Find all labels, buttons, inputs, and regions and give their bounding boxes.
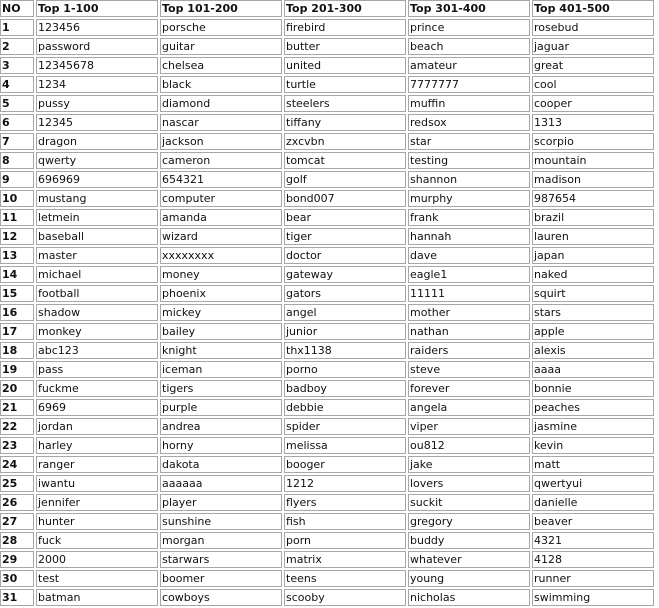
row-number: 7 [0, 133, 34, 150]
top-101-200-cell: wizard [160, 228, 282, 245]
row-number: 1 [0, 19, 34, 36]
row-number: 27 [0, 513, 34, 530]
top-101-200-cell: aaaaaa [160, 475, 282, 492]
header-no: NO [0, 0, 34, 17]
table-row [0, 551, 654, 568]
top-301-400-cell: young [408, 570, 530, 587]
table-row [0, 247, 654, 264]
top-201-300-cell: gateway [284, 266, 406, 283]
top-1-100-cell: pussy [36, 95, 158, 112]
top-301-400-cell: murphy [408, 190, 530, 207]
top-401-500-cell: stars [532, 304, 654, 321]
top-401-500-cell: cooper [532, 95, 654, 112]
row-number: 5 [0, 95, 34, 112]
table-row [0, 475, 654, 492]
top-401-500-cell: 1313 [532, 114, 654, 131]
row-number: 29 [0, 551, 34, 568]
top-1-100-cell: football [36, 285, 158, 302]
table-row [0, 570, 654, 587]
top-301-400-cell: 11111 [408, 285, 530, 302]
top-101-200-cell: player [160, 494, 282, 511]
top-201-300-cell: tiffany [284, 114, 406, 131]
top-301-400-cell: suckit [408, 494, 530, 511]
top-401-500-cell: kevin [532, 437, 654, 454]
top-1-100-cell: 1234 [36, 76, 158, 93]
table-row [0, 342, 654, 359]
top-101-200-cell: purple [160, 399, 282, 416]
row-number: 16 [0, 304, 34, 321]
row-number: 8 [0, 152, 34, 169]
top-1-100-cell: iwantu [36, 475, 158, 492]
top-201-300-cell: tomcat [284, 152, 406, 169]
top-101-200-cell: sunshine [160, 513, 282, 530]
top-401-500-cell: apple [532, 323, 654, 340]
top-301-400-cell: raiders [408, 342, 530, 359]
top-1-100-cell: 2000 [36, 551, 158, 568]
top-1-100-cell: abc123 [36, 342, 158, 359]
top-301-400-cell: nathan [408, 323, 530, 340]
top-201-300-cell: porn [284, 532, 406, 549]
row-number: 21 [0, 399, 34, 416]
table-row [0, 532, 654, 549]
top-201-300-cell: spider [284, 418, 406, 435]
top-301-400-cell: forever [408, 380, 530, 397]
top-101-200-cell: cowboys [160, 589, 282, 606]
top-1-100-cell: jordan [36, 418, 158, 435]
top-101-200-cell: diamond [160, 95, 282, 112]
top-1-100-cell: password [36, 38, 158, 55]
top-101-200-cell: porsche [160, 19, 282, 36]
top-1-100-cell: dragon [36, 133, 158, 150]
top-301-400-cell: mother [408, 304, 530, 321]
top-201-300-cell: bond007 [284, 190, 406, 207]
top-301-400-cell: viper [408, 418, 530, 435]
top-401-500-cell: peaches [532, 399, 654, 416]
top-301-400-cell: steve [408, 361, 530, 378]
top-1-100-cell: test [36, 570, 158, 587]
table-row [0, 456, 654, 473]
top-1-100-cell: mustang [36, 190, 158, 207]
top-101-200-cell: guitar [160, 38, 282, 55]
top-1-100-cell: hunter [36, 513, 158, 530]
top-401-500-cell: 987654 [532, 190, 654, 207]
top-1-100-cell: pass [36, 361, 158, 378]
top-401-500-cell: madison [532, 171, 654, 188]
top-201-300-cell: tiger [284, 228, 406, 245]
row-number: 26 [0, 494, 34, 511]
top-401-500-cell: great [532, 57, 654, 74]
top-101-200-cell: iceman [160, 361, 282, 378]
top-401-500-cell: scorpio [532, 133, 654, 150]
top-301-400-cell: nicholas [408, 589, 530, 606]
row-number: 14 [0, 266, 34, 283]
table-row [0, 152, 654, 169]
table-row [0, 19, 654, 36]
top-101-200-cell: computer [160, 190, 282, 207]
top-1-100-cell: 6969 [36, 399, 158, 416]
top-201-300-cell: zxcvbn [284, 133, 406, 150]
top-1-100-cell: jennifer [36, 494, 158, 511]
top-101-200-cell: starwars [160, 551, 282, 568]
top-301-400-cell: amateur [408, 57, 530, 74]
top-101-200-cell: boomer [160, 570, 282, 587]
row-number: 23 [0, 437, 34, 454]
table-row [0, 266, 654, 283]
top-301-400-cell: buddy [408, 532, 530, 549]
top-101-200-cell: phoenix [160, 285, 282, 302]
top-1-100-cell: 12345678 [36, 57, 158, 74]
top-1-100-cell: harley [36, 437, 158, 454]
top-101-200-cell: bailey [160, 323, 282, 340]
top-101-200-cell: dakota [160, 456, 282, 473]
row-number: 17 [0, 323, 34, 340]
top-401-500-cell: aaaa [532, 361, 654, 378]
row-number: 11 [0, 209, 34, 226]
table-row [0, 304, 654, 321]
top-101-200-cell: mickey [160, 304, 282, 321]
top-101-200-cell: black [160, 76, 282, 93]
top-401-500-cell: rosebud [532, 19, 654, 36]
top-201-300-cell: scooby [284, 589, 406, 606]
top-201-300-cell: flyers [284, 494, 406, 511]
row-number: 19 [0, 361, 34, 378]
row-number: 25 [0, 475, 34, 492]
row-number: 24 [0, 456, 34, 473]
top-301-400-cell: muffin [408, 95, 530, 112]
top-1-100-cell: batman [36, 589, 158, 606]
header-row [0, 0, 654, 17]
row-number: 2 [0, 38, 34, 55]
table-row [0, 190, 654, 207]
table-row [0, 38, 654, 55]
top-301-400-cell: frank [408, 209, 530, 226]
top-101-200-cell: amanda [160, 209, 282, 226]
top-201-300-cell: melissa [284, 437, 406, 454]
header-top-301-400: Top 301-400 [408, 0, 530, 17]
top-401-500-cell: matt [532, 456, 654, 473]
top-401-500-cell: qwertyui [532, 475, 654, 492]
table-row [0, 209, 654, 226]
row-number: 22 [0, 418, 34, 435]
row-number: 10 [0, 190, 34, 207]
top-401-500-cell: runner [532, 570, 654, 587]
top-1-100-cell: fuckme [36, 380, 158, 397]
top-201-300-cell: turtle [284, 76, 406, 93]
table-row [0, 418, 654, 435]
top-201-300-cell: angel [284, 304, 406, 321]
top-301-400-cell: testing [408, 152, 530, 169]
header-top-1-100: Top 1-100 [36, 0, 158, 17]
top-1-100-cell: fuck [36, 532, 158, 549]
table-row [0, 171, 654, 188]
top-1-100-cell: letmein [36, 209, 158, 226]
table-row [0, 494, 654, 511]
top-401-500-cell: cool [532, 76, 654, 93]
table-row [0, 437, 654, 454]
top-101-200-cell: nascar [160, 114, 282, 131]
top-301-400-cell: ou812 [408, 437, 530, 454]
top-101-200-cell: tigers [160, 380, 282, 397]
top-201-300-cell: porno [284, 361, 406, 378]
top-201-300-cell: gators [284, 285, 406, 302]
top-201-300-cell: thx1138 [284, 342, 406, 359]
top-301-400-cell: beach [408, 38, 530, 55]
header-top-401-500: Top 401-500 [532, 0, 654, 17]
top-301-400-cell: angela [408, 399, 530, 416]
top-201-300-cell: debbie [284, 399, 406, 416]
table-row [0, 57, 654, 74]
top-301-400-cell: dave [408, 247, 530, 264]
top-301-400-cell: whatever [408, 551, 530, 568]
top-201-300-cell: united [284, 57, 406, 74]
top-401-500-cell: swimming [532, 589, 654, 606]
top-201-300-cell: badboy [284, 380, 406, 397]
top-201-300-cell: golf [284, 171, 406, 188]
table-row [0, 114, 654, 131]
row-number: 28 [0, 532, 34, 549]
top-301-400-cell: star [408, 133, 530, 150]
top-1-100-cell: qwerty [36, 152, 158, 169]
top-301-400-cell: shannon [408, 171, 530, 188]
row-number: 3 [0, 57, 34, 74]
row-number: 30 [0, 570, 34, 587]
top-1-100-cell: 696969 [36, 171, 158, 188]
top-201-300-cell: bear [284, 209, 406, 226]
row-number: 18 [0, 342, 34, 359]
top-101-200-cell: horny [160, 437, 282, 454]
top-401-500-cell: japan [532, 247, 654, 264]
top-1-100-cell: shadow [36, 304, 158, 321]
top-301-400-cell: eagle1 [408, 266, 530, 283]
top-401-500-cell: squirt [532, 285, 654, 302]
top-201-300-cell: teens [284, 570, 406, 587]
top-1-100-cell: 12345 [36, 114, 158, 131]
top-101-200-cell: chelsea [160, 57, 282, 74]
top-301-400-cell: prince [408, 19, 530, 36]
header-top-101-200: Top 101-200 [160, 0, 282, 17]
top-201-300-cell: doctor [284, 247, 406, 264]
top-101-200-cell: cameron [160, 152, 282, 169]
table-row [0, 589, 654, 606]
row-number: 6 [0, 114, 34, 131]
row-number: 31 [0, 589, 34, 606]
top-401-500-cell: 4321 [532, 532, 654, 549]
top-301-400-cell: hannah [408, 228, 530, 245]
top-401-500-cell: 4128 [532, 551, 654, 568]
top-301-400-cell: gregory [408, 513, 530, 530]
row-number: 13 [0, 247, 34, 264]
table-row [0, 361, 654, 378]
table-row [0, 285, 654, 302]
table-row [0, 95, 654, 112]
top-301-400-cell: 7777777 [408, 76, 530, 93]
top-201-300-cell: matrix [284, 551, 406, 568]
table-row [0, 399, 654, 416]
header-top-201-300: Top 201-300 [284, 0, 406, 17]
top-401-500-cell: alexis [532, 342, 654, 359]
top-101-200-cell: morgan [160, 532, 282, 549]
top-401-500-cell: beaver [532, 513, 654, 530]
row-number: 9 [0, 171, 34, 188]
top-401-500-cell: mountain [532, 152, 654, 169]
top-201-300-cell: butter [284, 38, 406, 55]
table-row [0, 228, 654, 245]
top-101-200-cell: jackson [160, 133, 282, 150]
top-101-200-cell: 654321 [160, 171, 282, 188]
top-401-500-cell: danielle [532, 494, 654, 511]
table-row [0, 513, 654, 530]
top-401-500-cell: lauren [532, 228, 654, 245]
table-row [0, 76, 654, 93]
table-row [0, 133, 654, 150]
top-301-400-cell: lovers [408, 475, 530, 492]
row-number: 4 [0, 76, 34, 93]
top-101-200-cell: knight [160, 342, 282, 359]
top-101-200-cell: money [160, 266, 282, 283]
row-number: 12 [0, 228, 34, 245]
top-301-400-cell: jake [408, 456, 530, 473]
top-1-100-cell: monkey [36, 323, 158, 340]
top-401-500-cell: jasmine [532, 418, 654, 435]
top-201-300-cell: steelers [284, 95, 406, 112]
top-201-300-cell: booger [284, 456, 406, 473]
row-number: 20 [0, 380, 34, 397]
top-201-300-cell: junior [284, 323, 406, 340]
top-401-500-cell: jaguar [532, 38, 654, 55]
top-1-100-cell: 123456 [36, 19, 158, 36]
top-1-100-cell: baseball [36, 228, 158, 245]
top-401-500-cell: brazil [532, 209, 654, 226]
top-201-300-cell: fish [284, 513, 406, 530]
table-row [0, 380, 654, 397]
top-401-500-cell: naked [532, 266, 654, 283]
top-301-400-cell: redsox [408, 114, 530, 131]
row-number: 15 [0, 285, 34, 302]
top-201-300-cell: 1212 [284, 475, 406, 492]
top-1-100-cell: michael [36, 266, 158, 283]
top-1-100-cell: ranger [36, 456, 158, 473]
top-401-500-cell: bonnie [532, 380, 654, 397]
top-1-100-cell: master [36, 247, 158, 264]
top-101-200-cell: xxxxxxxx [160, 247, 282, 264]
top-101-200-cell: andrea [160, 418, 282, 435]
table-row [0, 323, 654, 340]
top-201-300-cell: firebird [284, 19, 406, 36]
